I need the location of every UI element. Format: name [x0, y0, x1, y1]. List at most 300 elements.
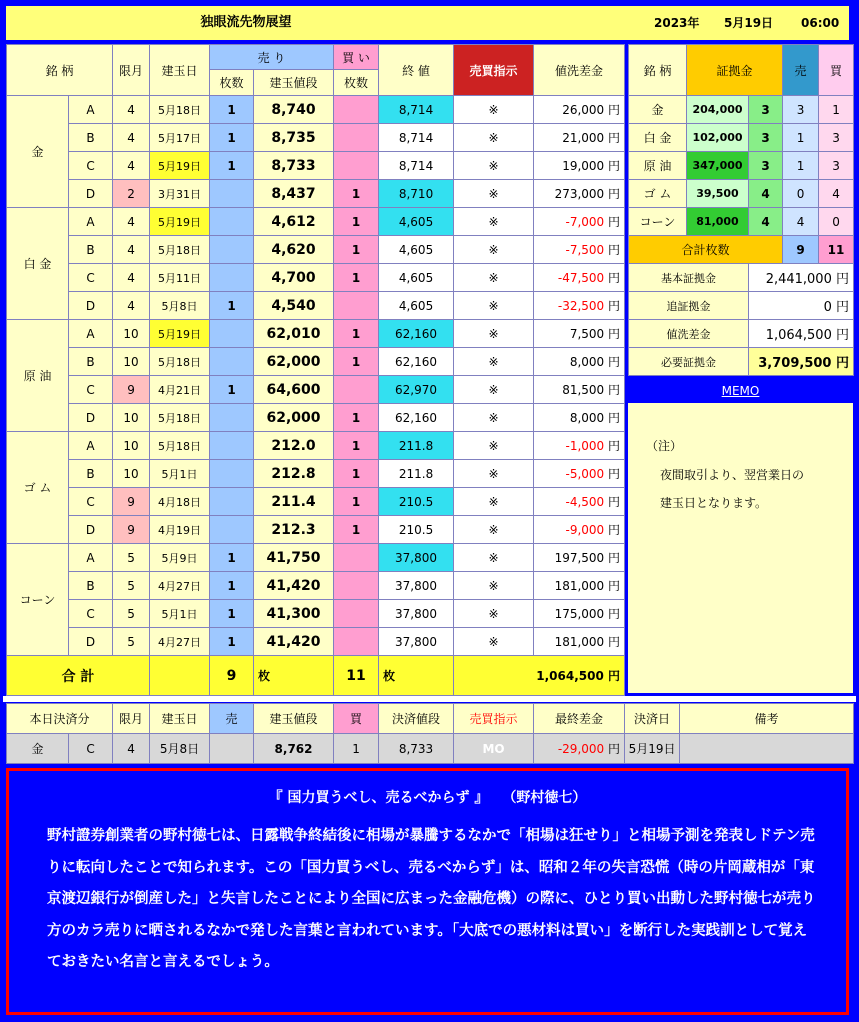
row-price: 41,420 [254, 628, 334, 656]
row-buy [334, 292, 379, 320]
row-inst: ※ [454, 572, 534, 600]
row-month: 5 [113, 544, 150, 572]
row-sell: 1 [210, 544, 254, 572]
row-inst: ※ [454, 460, 534, 488]
row-code: B [69, 236, 113, 264]
row-date: 5月8日 [150, 292, 210, 320]
table-row [7, 348, 625, 376]
header-date: 5月19日 [724, 16, 774, 30]
row-month: 2 [113, 180, 150, 208]
row-diff-value: 181,000 [554, 635, 605, 649]
row-close: 8,714 [379, 96, 454, 124]
row-buy: 1 [334, 432, 379, 460]
row-sell [210, 236, 254, 264]
summary-value-text: 1,064,500 [765, 328, 832, 343]
row-price: 41,750 [254, 544, 334, 572]
row-date: 5月18日 [150, 404, 210, 432]
row-price: 64,600 [254, 376, 334, 404]
settle-header-c2: 限月 [113, 704, 150, 734]
row-month: 9 [113, 376, 150, 404]
settle-note [680, 734, 854, 764]
group-name: ゴ ム [7, 432, 69, 544]
settle-name: 金 [7, 734, 69, 764]
row-price: 8,740 [254, 96, 334, 124]
row-diff [534, 460, 625, 488]
row-date: 5月9日 [150, 544, 210, 572]
row-diff [534, 208, 625, 236]
row-buy: 1 [334, 460, 379, 488]
row-close: 62,970 [379, 376, 454, 404]
table-row [7, 124, 625, 152]
summary-value-text: 2,441,000 [765, 272, 832, 287]
row-code: A [69, 432, 113, 460]
row-code: C [69, 264, 113, 292]
row-sell [210, 404, 254, 432]
margin-row-sell: 1 [783, 152, 819, 180]
quote-title: 『 国力買うべし、売るべからず 』 （野村徳七） [268, 790, 587, 806]
summary-value [749, 320, 854, 348]
row-diff [534, 628, 625, 656]
row-date: 5月18日 [150, 432, 210, 460]
table-row [7, 236, 625, 264]
row-price: 212.8 [254, 460, 334, 488]
memo-line-2: 夜間取引より、翌営業日の [660, 468, 805, 482]
row-diff-value: 8,000 [569, 355, 605, 369]
margin-total-label: 合計枚数 [629, 236, 783, 264]
col-header-nearai-sakin: 値洗差金 [534, 45, 625, 96]
row-date: 5月18日 [150, 348, 210, 376]
memo-line-1: （注） [646, 439, 683, 453]
col-header-uri: 売 り [210, 45, 334, 70]
row-diff-value: -47,500 [557, 271, 605, 285]
row-buy: 1 [334, 404, 379, 432]
row-diff [534, 516, 625, 544]
summary-label: 基本証拠金 [629, 264, 749, 292]
row-code: B [69, 572, 113, 600]
row-diff-value: 21,000 [562, 131, 605, 145]
row-buy [334, 124, 379, 152]
margin-row-amount: 204,000 [687, 96, 749, 124]
row-close: 211.8 [379, 432, 454, 460]
header-year: 2023年 [654, 16, 700, 30]
row-date: 5月19日 [150, 208, 210, 236]
row-sell [210, 516, 254, 544]
settle-diff [534, 734, 625, 764]
positions-table [6, 44, 625, 696]
summary-row [629, 348, 854, 376]
margin-row-num: 4 [749, 208, 783, 236]
table-row [7, 292, 625, 320]
row-inst: ※ [454, 432, 534, 460]
margin-row-num: 3 [749, 152, 783, 180]
row-buy: 1 [334, 236, 379, 264]
row-buy: 1 [334, 488, 379, 516]
row-diff-yen: 円 [608, 327, 621, 341]
margin-header-meigara: 銘 柄 [629, 45, 687, 96]
row-month: 10 [113, 460, 150, 488]
row-close: 210.5 [379, 516, 454, 544]
margin-row-amount: 81,000 [687, 208, 749, 236]
table-row [7, 404, 625, 432]
row-sell: 1 [210, 572, 254, 600]
settle-code: C [69, 734, 113, 764]
row-month: 10 [113, 404, 150, 432]
settle-sell [210, 734, 254, 764]
memo-line-3: 建玉日となります。 [660, 496, 768, 510]
table-row [7, 460, 625, 488]
row-code: B [69, 348, 113, 376]
row-diff-value: 197,500 [554, 551, 605, 565]
row-month: 5 [113, 600, 150, 628]
row-price: 4,700 [254, 264, 334, 292]
row-price: 211.4 [254, 488, 334, 516]
row-buy: 1 [334, 320, 379, 348]
row-buy: 1 [334, 208, 379, 236]
margin-row-amount: 102,000 [687, 124, 749, 152]
summary-value-yen: 円 [836, 300, 850, 315]
settle-header-c8: 売買指示 [454, 704, 534, 734]
row-inst: ※ [454, 152, 534, 180]
group-name: コーン [7, 544, 69, 656]
row-sell [210, 264, 254, 292]
col-header-baibai-shiji: 売買指示 [454, 45, 534, 96]
row-inst: ※ [454, 96, 534, 124]
row-close: 62,160 [379, 320, 454, 348]
row-month: 5 [113, 572, 150, 600]
row-month: 4 [113, 96, 150, 124]
margin-row [629, 180, 854, 208]
row-month: 4 [113, 152, 150, 180]
settle-header-c4: 売 [210, 704, 254, 734]
row-code: D [69, 180, 113, 208]
settle-header-c9: 最終差金 [534, 704, 625, 734]
summary-value-yen: 円 [836, 272, 850, 287]
row-buy [334, 628, 379, 656]
row-diff-yen: 円 [608, 467, 621, 481]
summary-label: 値洗差金 [629, 320, 749, 348]
row-date: 5月17日 [150, 124, 210, 152]
row-price: 41,300 [254, 600, 334, 628]
table-row [7, 516, 625, 544]
row-inst: ※ [454, 376, 534, 404]
table-row [7, 488, 625, 516]
margin-row-num: 3 [749, 96, 783, 124]
row-diff [534, 96, 625, 124]
row-inst: ※ [454, 516, 534, 544]
margin-row [629, 152, 854, 180]
row-buy [334, 572, 379, 600]
group-name: 金 [7, 96, 69, 208]
margin-row-name: ゴ ム [629, 180, 687, 208]
settle-date2: 5月19日 [625, 734, 680, 764]
margin-row-amount: 347,000 [687, 152, 749, 180]
summary-value [749, 348, 854, 376]
row-diff-value: 19,000 [562, 159, 605, 173]
row-diff-yen: 円 [608, 215, 621, 229]
row-diff-yen: 円 [608, 383, 621, 397]
row-sell: 1 [210, 152, 254, 180]
row-sell [210, 180, 254, 208]
total-label: 合 計 [7, 656, 150, 696]
settle-buy: 1 [334, 734, 379, 764]
total-sell-unit: 枚 [254, 656, 334, 696]
row-code: A [69, 96, 113, 124]
margin-header-uri: 売 [783, 45, 819, 96]
row-date: 4月21日 [150, 376, 210, 404]
row-sell [210, 208, 254, 236]
total-diff [454, 656, 625, 696]
row-diff [534, 236, 625, 264]
row-inst: ※ [454, 180, 534, 208]
row-diff-yen: 円 [608, 579, 621, 593]
row-month: 5 [113, 628, 150, 656]
row-month: 10 [113, 348, 150, 376]
summary-label: 必要証拠金 [629, 348, 749, 376]
header-time: 06:00 [801, 16, 840, 30]
row-date: 5月18日 [150, 236, 210, 264]
row-price: 62,000 [254, 404, 334, 432]
total-diff-yen: 円 [608, 669, 621, 683]
table-row [7, 628, 625, 656]
row-diff-yen: 円 [608, 299, 621, 313]
row-price: 4,620 [254, 236, 334, 264]
row-diff-value: -7,000 [565, 215, 605, 229]
row-diff-value: 7,500 [569, 327, 605, 341]
row-close: 8,710 [379, 180, 454, 208]
row-price: 8,735 [254, 124, 334, 152]
row-close: 211.8 [379, 460, 454, 488]
row-price: 4,540 [254, 292, 334, 320]
row-close: 37,800 [379, 544, 454, 572]
memo-box [628, 403, 853, 693]
row-buy [334, 544, 379, 572]
row-sell: 1 [210, 600, 254, 628]
row-month: 4 [113, 292, 150, 320]
col-header-kai: 買 い [334, 45, 379, 70]
row-date: 5月18日 [150, 96, 210, 124]
settle-month: 4 [113, 734, 150, 764]
row-diff-value: 273,000 [554, 187, 605, 201]
row-buy [334, 96, 379, 124]
summary-row [629, 320, 854, 348]
row-close: 62,160 [379, 348, 454, 376]
row-sell [210, 460, 254, 488]
col-header-meigara: 銘 柄 [7, 45, 113, 96]
row-code: A [69, 544, 113, 572]
row-diff-value: -4,500 [565, 495, 605, 509]
settle-diff-value: -29,000 [557, 742, 605, 756]
row-date: 4月19日 [150, 516, 210, 544]
row-price: 212.3 [254, 516, 334, 544]
row-sell: 1 [210, 124, 254, 152]
row-diff-yen: 円 [608, 607, 621, 621]
margin-row-name: コーン [629, 208, 687, 236]
row-inst: ※ [454, 124, 534, 152]
row-close: 4,605 [379, 208, 454, 236]
margin-row-name: 金 [629, 96, 687, 124]
row-sell [210, 488, 254, 516]
col-header-maisu: 枚数 [210, 70, 254, 96]
row-diff-yen: 円 [608, 103, 621, 117]
row-inst: ※ [454, 348, 534, 376]
row-diff [534, 404, 625, 432]
row-diff [534, 320, 625, 348]
row-code: D [69, 404, 113, 432]
page-title: 独眼流先物展望 [200, 15, 292, 30]
margin-row-name: 白 金 [629, 124, 687, 152]
summary-value-yen: 円 [836, 356, 850, 371]
settlement-table [6, 703, 854, 764]
table-row [7, 96, 625, 124]
row-close: 37,800 [379, 572, 454, 600]
row-code: A [69, 208, 113, 236]
row-date: 3月31日 [150, 180, 210, 208]
margin-row [629, 124, 854, 152]
row-price: 212.0 [254, 432, 334, 460]
row-sell [210, 348, 254, 376]
row-code: B [69, 460, 113, 488]
total-buy-unit: 枚 [379, 656, 454, 696]
summary-value-text: 3,709,500 [758, 356, 832, 371]
row-month: 10 [113, 432, 150, 460]
row-code: B [69, 124, 113, 152]
margin-row [629, 96, 854, 124]
row-diff [534, 544, 625, 572]
row-diff [534, 432, 625, 460]
row-diff-value: -1,000 [565, 439, 605, 453]
row-price: 8,733 [254, 152, 334, 180]
row-buy [334, 600, 379, 628]
margin-row-buy: 3 [819, 152, 854, 180]
row-diff-value: -5,000 [565, 467, 605, 481]
row-sell: 1 [210, 292, 254, 320]
row-sell: 1 [210, 628, 254, 656]
summary-row [629, 264, 854, 292]
table-row [7, 600, 625, 628]
row-inst: ※ [454, 208, 534, 236]
row-date: 5月19日 [150, 152, 210, 180]
row-diff-value: 181,000 [554, 579, 605, 593]
row-inst: ※ [454, 544, 534, 572]
row-price: 41,420 [254, 572, 334, 600]
table-row [7, 264, 625, 292]
settle-header-c7: 決済値段 [379, 704, 454, 734]
row-date: 5月1日 [150, 600, 210, 628]
row-month: 4 [113, 264, 150, 292]
settle-price: 8,762 [254, 734, 334, 764]
table-row [7, 376, 625, 404]
settle-diff-yen: 円 [608, 742, 621, 756]
row-inst: ※ [454, 320, 534, 348]
row-diff-yen: 円 [608, 243, 621, 257]
row-buy: 1 [334, 264, 379, 292]
margin-header-shokokin: 証拠金 [687, 45, 783, 96]
row-diff-value: 81,500 [562, 383, 605, 397]
total-diff-value: 1,064,500 [536, 669, 604, 683]
settle-header-c11: 備考 [680, 704, 854, 734]
row-sell: 1 [210, 376, 254, 404]
row-sell: 1 [210, 96, 254, 124]
header-bar [6, 6, 849, 40]
margin-row-sell: 0 [783, 180, 819, 208]
section-gap [3, 696, 856, 702]
row-month: 9 [113, 516, 150, 544]
row-inst: ※ [454, 292, 534, 320]
row-close: 62,160 [379, 404, 454, 432]
row-diff-value: 26,000 [562, 103, 605, 117]
row-diff [534, 292, 625, 320]
row-code: C [69, 600, 113, 628]
row-diff [534, 264, 625, 292]
row-diff-yen: 円 [608, 131, 621, 145]
row-buy [334, 376, 379, 404]
row-sell [210, 432, 254, 460]
row-buy: 1 [334, 516, 379, 544]
row-date: 4月27日 [150, 572, 210, 600]
total-sell: 9 [210, 656, 254, 696]
row-inst: ※ [454, 236, 534, 264]
row-price: 8,437 [254, 180, 334, 208]
margin-row-buy: 4 [819, 180, 854, 208]
row-close: 37,800 [379, 600, 454, 628]
row-buy: 1 [334, 348, 379, 376]
summary-label: 追証拠金 [629, 292, 749, 320]
row-close: 8,714 [379, 152, 454, 180]
row-diff [534, 488, 625, 516]
margin-row-buy: 3 [819, 124, 854, 152]
memo-link[interactable]: MEMO [721, 384, 760, 398]
row-diff-value: -9,000 [565, 523, 605, 537]
row-code: D [69, 628, 113, 656]
row-close: 8,714 [379, 124, 454, 152]
total-buy: 11 [334, 656, 379, 696]
margin-row-name: 原 油 [629, 152, 687, 180]
row-month: 9 [113, 488, 150, 516]
settle-value: 8,733 [379, 734, 454, 764]
row-diff-value: -7,500 [565, 243, 605, 257]
row-inst: ※ [454, 404, 534, 432]
row-diff-yen: 円 [608, 635, 621, 649]
table-row [7, 180, 625, 208]
row-close: 4,605 [379, 292, 454, 320]
row-date: 5月19日 [150, 320, 210, 348]
row-month: 10 [113, 320, 150, 348]
row-diff [534, 152, 625, 180]
row-diff-yen: 円 [608, 355, 621, 369]
group-name: 原 油 [7, 320, 69, 432]
row-diff-yen: 円 [608, 187, 621, 201]
row-date: 5月1日 [150, 460, 210, 488]
table-row [7, 544, 625, 572]
quote-body: 野村證券創業者の野村徳七は、日露戦争終結後に相場が暴騰するなかで「相場は狂せり」と相場予測を発表しドテン売りに転向したことで知られます。この「国力買うべし、売るべからず」は、昭和２年の失言恐慌（時の片岡蔵相が「東京渡辺銀行が倒産した」と失言したことにより全国に広まった金融危機）の際に、ひとり買い出動した野村徳七が売り方のカラ売りに晒されるなかで発した言葉と言われています。「大底での悪材料は買い」を断行した実践訓として覚えておきたい名言と言えるでしょう。 [47, 828, 816, 970]
summary-value-yen: 円 [836, 328, 850, 343]
row-diff [534, 572, 625, 600]
row-date: 5月11日 [150, 264, 210, 292]
row-diff [534, 348, 625, 376]
row-buy [334, 152, 379, 180]
settle-header-c10: 決済日 [625, 704, 680, 734]
col-header-gengetsu: 限月 [113, 45, 150, 96]
margin-row-amount: 39,500 [687, 180, 749, 208]
settle-inst: MO [454, 734, 534, 764]
margin-row-sell: 4 [783, 208, 819, 236]
row-inst: ※ [454, 488, 534, 516]
table-row [7, 572, 625, 600]
row-diff-yen: 円 [608, 495, 621, 509]
margin-row-num: 3 [749, 124, 783, 152]
margin-row-sell: 1 [783, 124, 819, 152]
row-diff-yen: 円 [608, 523, 621, 537]
